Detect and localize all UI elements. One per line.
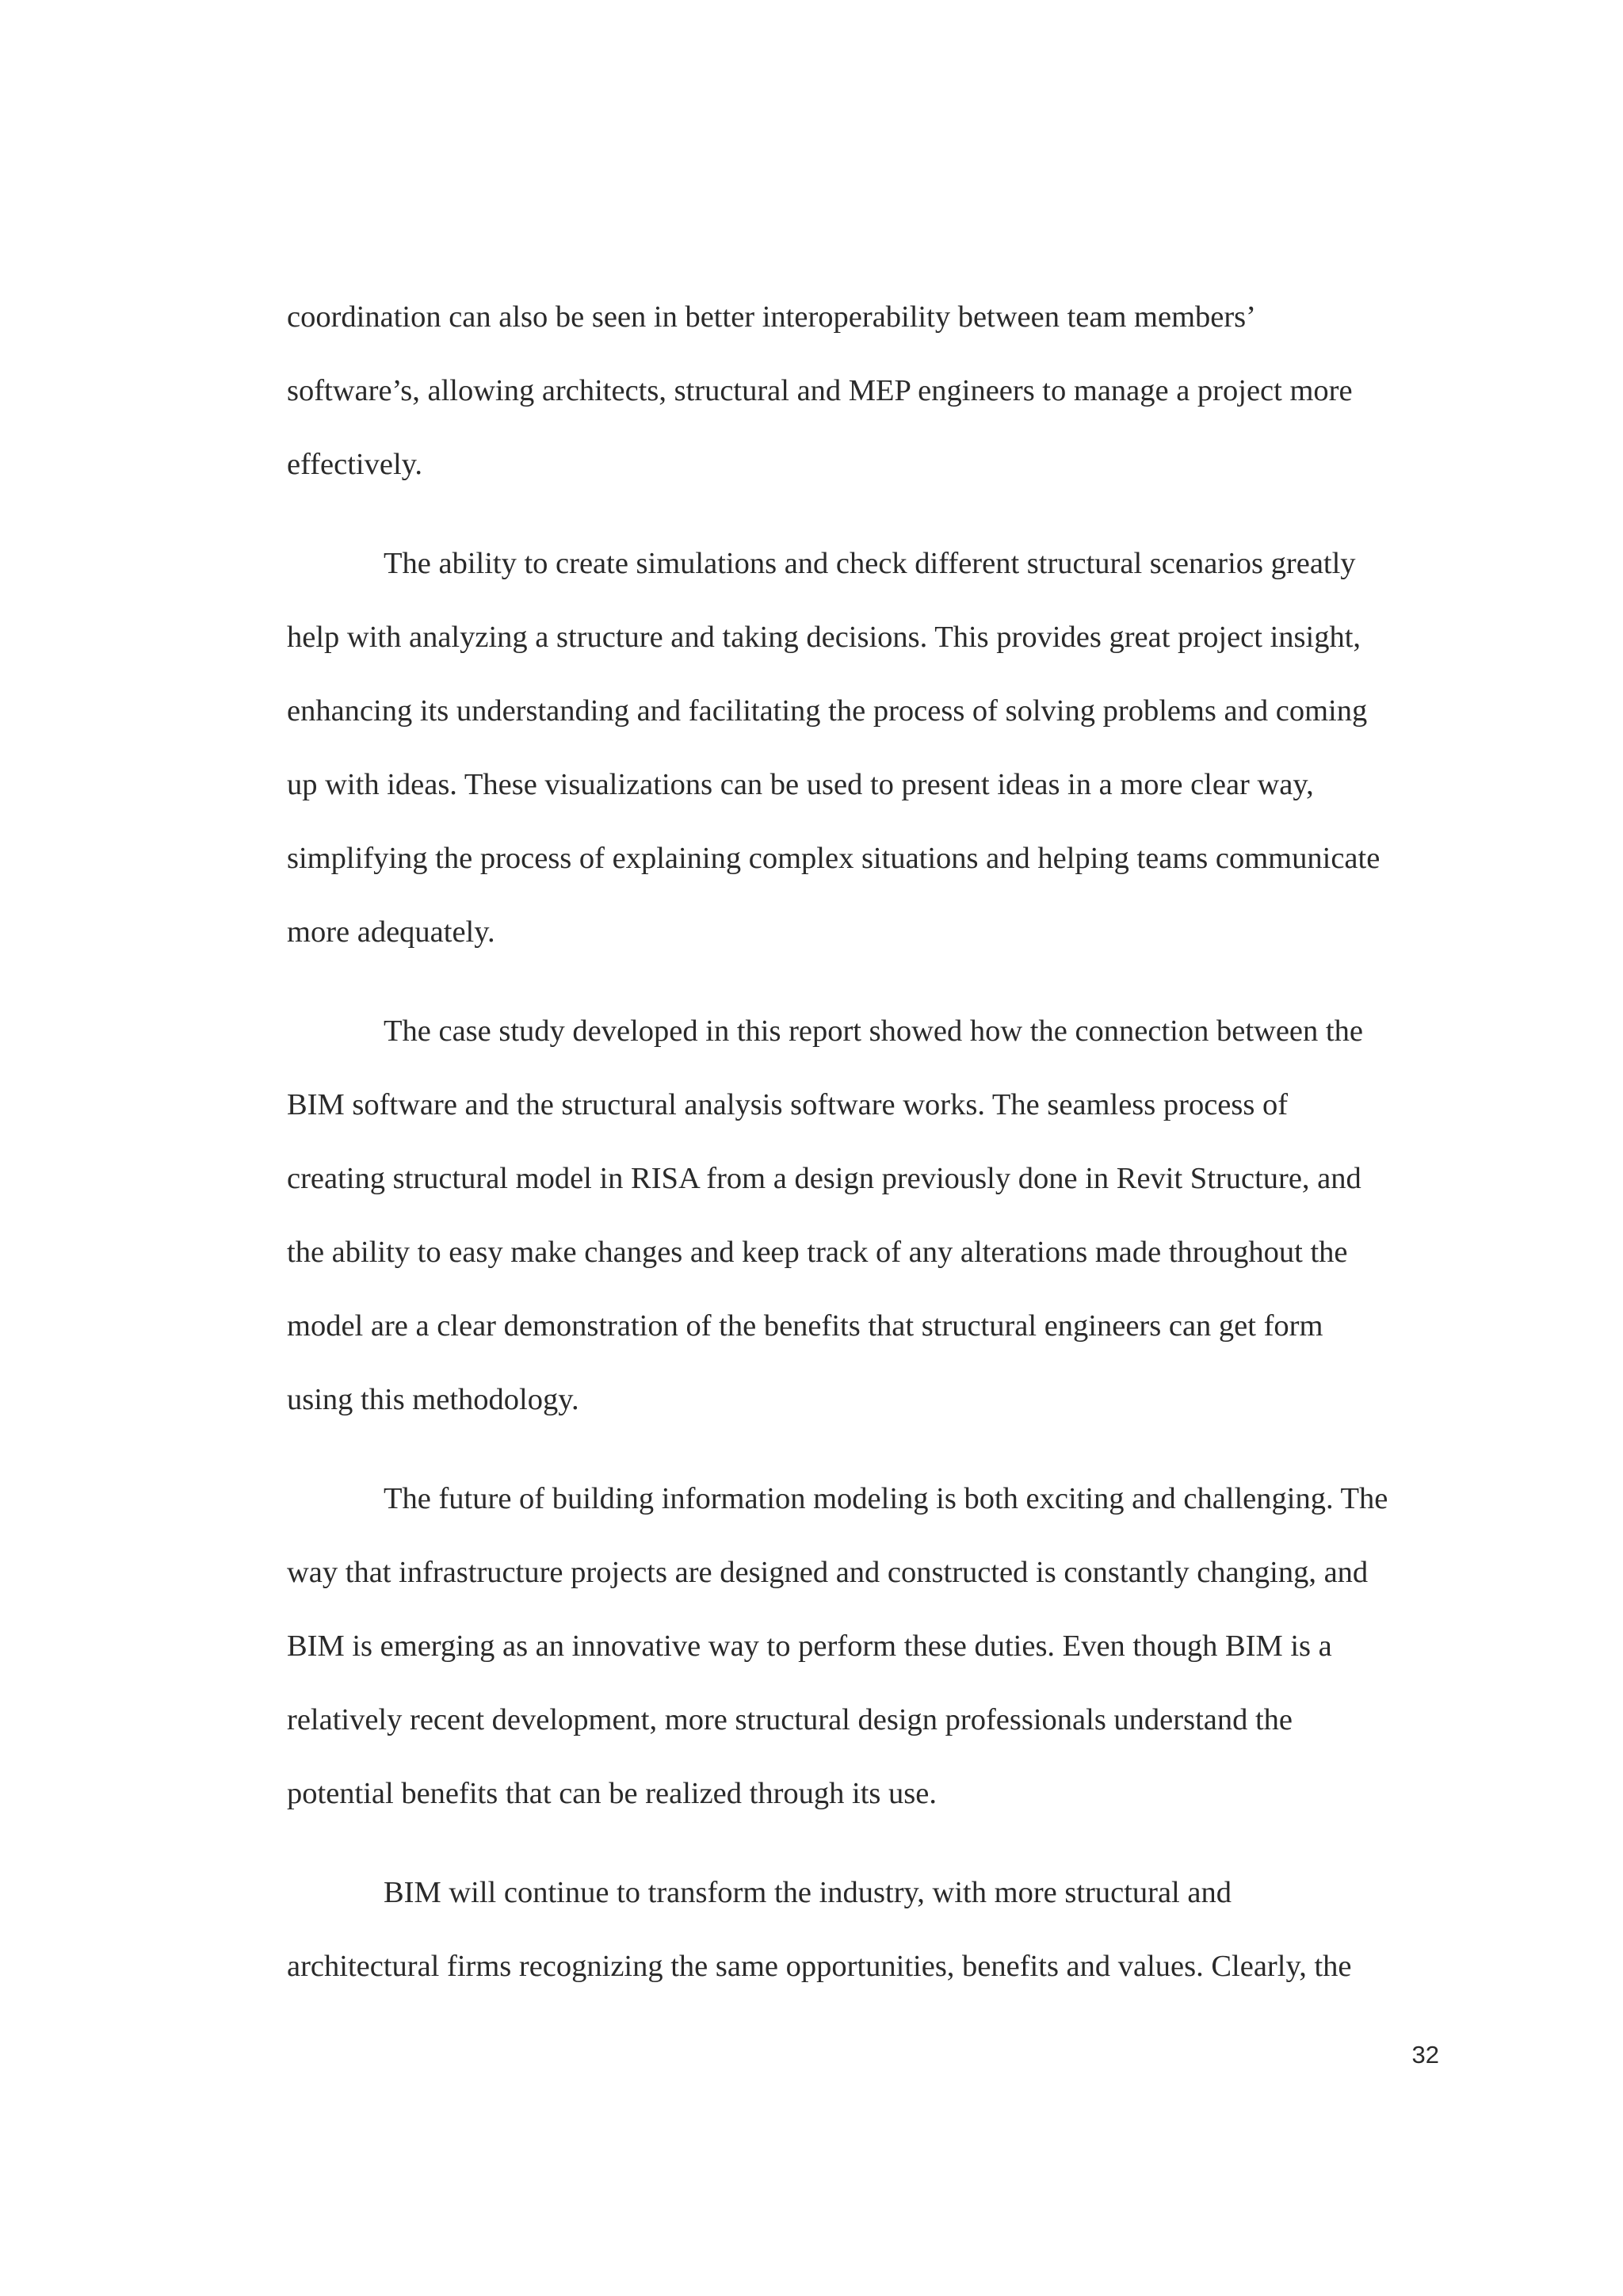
text-line: The case study developed in this report showed how the connection between the xyxy=(384,1014,1363,1048)
text-line: effectively. xyxy=(287,448,423,481)
paragraph-4 xyxy=(287,1462,1444,1831)
text-line: up with ideas. These visualizations can be used to present ideas in a more clear way, xyxy=(287,768,1314,801)
text-line: creating structural model in RISA from a design previously done in Revit Structure, and xyxy=(287,1162,1361,1195)
text-line: software’s, allowing architects, structural and MEP engineers to manage a project more xyxy=(287,374,1353,407)
paragraph-2 xyxy=(287,527,1444,969)
paragraph-3 xyxy=(287,995,1444,1437)
page-number: 32 xyxy=(1411,2041,1439,2069)
text-line: BIM software and the structural analysis software works. The seamless process of xyxy=(287,1088,1289,1121)
text-line: enhancing its understanding and facilitating the process of solving problems and coming xyxy=(287,694,1368,728)
text-line: way that infrastructure projects are designed and constructed is constantly changing, and xyxy=(287,1556,1369,1589)
text-line: The ability to create simulations and check different structural scenarios greatly xyxy=(384,547,1356,580)
text-line: more adequately. xyxy=(287,915,495,949)
text-line: architectural firms recognizing the same opportunities, benefits and values. Clearly, the xyxy=(287,1950,1352,1983)
paragraph-5 xyxy=(287,1856,1444,2004)
text-line: help with analyzing a structure and taking decisions. This provides great project insight, xyxy=(287,621,1361,654)
text-line: The future of building information modeling is both exciting and challenging. The xyxy=(384,1482,1388,1515)
paragraph-1 xyxy=(287,281,1444,502)
text-line: simplifying the process of explaining complex situations and helping teams communicate xyxy=(287,842,1381,875)
text-line: BIM will continue to transform the industry, with more structural and xyxy=(384,1876,1232,1909)
text-line: relatively recent development, more structural design professionals understand the xyxy=(287,1703,1293,1736)
text-line: the ability to easy make changes and keep track of any alterations made throughout the xyxy=(287,1236,1348,1269)
text-line: potential benefits that can be realized through its use. xyxy=(287,1777,937,1810)
text-line: model are a clear demonstration of the benefits that structural engineers can get form xyxy=(287,1309,1323,1343)
text-line: BIM is emerging as an innovative way to perform these duties. Even though BIM is a xyxy=(287,1629,1332,1663)
text-line: coordination can also be seen in better interoperability between team members’ xyxy=(287,300,1256,334)
body-text xyxy=(287,281,1444,2004)
text-line: using this methodology. xyxy=(287,1383,579,1416)
